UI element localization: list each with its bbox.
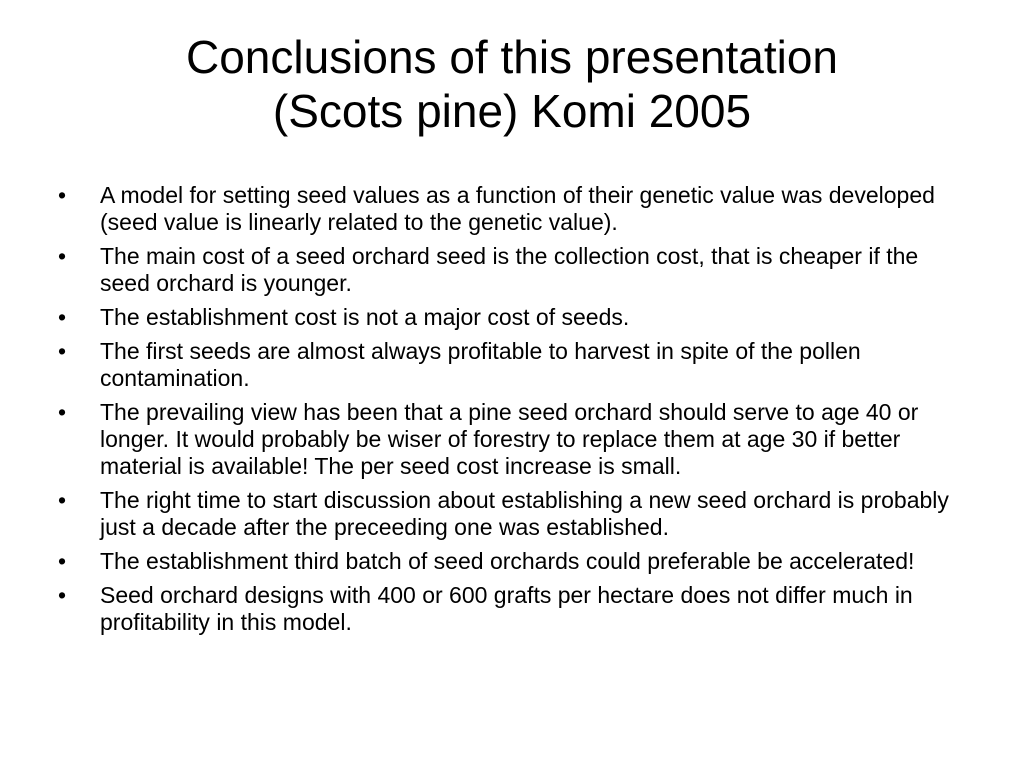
bullet-marker: • (58, 487, 67, 513)
bullet-item (58, 548, 968, 575)
bullet-list (58, 182, 968, 643)
bullet-marker: • (58, 548, 67, 574)
bullet-text: The establishment cost is not a major cost of seeds. (100, 304, 630, 330)
bullet-marker: • (58, 338, 67, 364)
bullet-item (58, 338, 968, 392)
bullet-item (58, 399, 968, 480)
bullet-marker: • (58, 243, 67, 269)
slide-title-line-2: (Scots pine) Komi 2005 (272, 85, 752, 137)
slide-title-line-1: Conclusions of this presentation (185, 31, 839, 83)
bullet-text: The establishment third batch of seed orchards could preferable be accelerated! (100, 548, 915, 574)
bullet-text: Seed orchard designs with 400 or 600 grafts per hectare does not differ much in profitability in this model. (100, 582, 913, 635)
bullet-item (58, 304, 968, 331)
bullet-text: The first seeds are almost always profitable to harvest in spite of the pollen contamination. (100, 338, 861, 391)
slide-title (0, 30, 1024, 138)
bullet-text: The main cost of a seed orchard seed is the collection cost, that is cheaper if the seed orchard is younger. (100, 243, 919, 296)
bullet-marker: • (58, 304, 67, 330)
bullet-text: The right time to start discussion about establishing a new seed orchard is probably just a decade after the preceeding one was established. (100, 487, 949, 540)
bullet-item (58, 243, 968, 297)
bullet-text: A model for setting seed values as a function of their genetic value was developed (seed value is linearly related to the genetic value). (100, 182, 935, 235)
bullet-marker: • (58, 399, 67, 425)
bullet-marker: • (58, 182, 67, 208)
bullet-text: The prevailing view has been that a pine seed orchard should serve to age 40 or longer. It would probably be wiser of forestry to replace them at age 30 if better material is available! The per seed cost increase is small. (100, 399, 919, 479)
bullet-item (58, 487, 968, 541)
bullet-item (58, 182, 968, 236)
bullet-marker: • (58, 582, 67, 608)
bullet-item (58, 582, 968, 636)
